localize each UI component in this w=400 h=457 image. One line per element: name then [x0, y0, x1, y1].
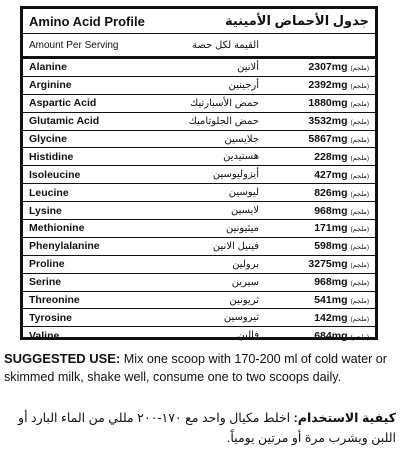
amino-acid-name-arabic: هستيدين	[223, 151, 259, 163]
amino-acid-name-arabic: سيرين	[231, 276, 259, 288]
amino-acid-name-arabic: ثريونين	[229, 294, 259, 306]
table-row	[23, 148, 375, 166]
amount-value: 684mg	[314, 329, 348, 342]
amount-unit-arabic: (ملجم)	[350, 172, 369, 180]
suggested-use-text-arabic: اخلط مكيال واحد مع ١٧٠-٢٠٠ مللي من الماء البارد أو اللبن ويشرب مرة أو مرتين يومياً.	[18, 411, 396, 445]
table-title-english: Amino Acid Profile	[29, 13, 145, 29]
amino-acid-name: Alanine	[29, 61, 67, 74]
amino-acid-name: Histidine	[29, 150, 74, 163]
table-row	[23, 95, 375, 113]
amino-acid-name: Glycine	[29, 133, 67, 145]
amount-unit-arabic: (ملجم)	[350, 333, 369, 341]
amount-value: 171mg	[314, 222, 348, 235]
amount-value: 826mg	[314, 186, 348, 199]
amount-value: 541mg	[314, 294, 348, 307]
amino-acid-amount	[259, 330, 369, 342]
suggested-use-arabic	[4, 408, 396, 448]
amino-acid-profile-table	[20, 6, 378, 340]
amino-acid-amount	[259, 151, 369, 163]
amino-acid-name: Leucine	[29, 186, 69, 199]
amino-acid-amount	[259, 133, 369, 145]
table-row	[23, 113, 375, 131]
amino-acid-name-arabic: أرجينين	[228, 79, 259, 91]
amount-unit-arabic: (ملجم)	[350, 119, 369, 127]
amount-unit-arabic: (ملجم)	[350, 101, 369, 109]
amino-acid-name-arabic: تيروسين	[223, 312, 259, 324]
table-row	[23, 238, 375, 256]
table-row	[23, 309, 375, 327]
table-row	[23, 59, 375, 77]
amino-acid-name-arabic: لايسين	[230, 205, 259, 217]
amino-acid-name: Lysine	[29, 204, 62, 217]
suggested-use-label-arabic: كيفية الاستخدام:	[293, 411, 396, 425]
amino-acid-name: Phenylalanine	[29, 240, 100, 253]
amount-unit-arabic: (ملجم)	[350, 154, 369, 162]
amount-value: 142mg	[314, 311, 348, 324]
amino-acid-name: Methionine	[29, 222, 85, 235]
amino-acid-amount	[259, 222, 369, 234]
amount-value: 3275mg	[308, 258, 348, 271]
amount-value: 228mg	[314, 150, 348, 163]
amino-acid-name-arabic: ألانين	[237, 61, 259, 73]
amino-acid-name: Tyrosine	[29, 311, 72, 324]
amount-value: 968mg	[314, 276, 348, 289]
amount-unit-arabic: (ملجم)	[350, 280, 369, 288]
amount-value: 5867mg	[308, 133, 348, 145]
amino-acid-name: Aspartic Acid	[29, 97, 97, 110]
amount-value: 427mg	[314, 168, 348, 181]
amino-acid-amount	[259, 169, 369, 181]
amino-acid-amount	[259, 79, 369, 91]
amino-acid-amount	[259, 276, 369, 288]
amino-acid-rows	[23, 59, 375, 344]
amino-acid-name-arabic: ليوسين	[228, 187, 259, 199]
amino-acid-amount	[259, 240, 369, 252]
table-row	[23, 274, 375, 292]
amount-value: 968mg	[314, 204, 348, 217]
amount-unit-arabic: (ملجم)	[350, 262, 369, 270]
amount-value: 2392mg	[308, 79, 348, 92]
amino-acid-name-arabic: برولين	[232, 258, 259, 270]
table-row	[23, 220, 375, 238]
amino-acid-amount	[259, 258, 369, 270]
amino-acid-name: Arginine	[29, 79, 72, 92]
header-amount-per-serving-arabic: القيمة لكل حصة	[192, 39, 259, 51]
table-row	[23, 202, 375, 220]
amount-unit-arabic: (ملجم)	[350, 137, 369, 144]
amino-acid-amount	[259, 312, 369, 324]
table-row	[23, 184, 375, 202]
amino-acid-name-arabic: فالين	[237, 330, 259, 342]
amount-value: 3532mg	[308, 115, 348, 128]
amount-value: 2307mg	[308, 61, 348, 74]
amino-acid-amount	[259, 61, 369, 73]
table-row	[23, 292, 375, 310]
amino-acid-name: Glutamic Acid	[29, 115, 100, 128]
amount-unit-arabic: (ملجم)	[350, 244, 369, 252]
amino-acid-name-arabic: حمض الأسبارتيك	[190, 97, 259, 109]
table-row	[23, 256, 375, 274]
amount-unit-arabic: (ملجم)	[350, 65, 369, 73]
amino-acid-name: Isoleucine	[29, 168, 81, 181]
table-title-row	[23, 9, 375, 34]
amino-acid-name: Proline	[29, 258, 65, 271]
suggested-use-english	[4, 350, 396, 386]
amount-unit-arabic: (ملجم)	[350, 208, 369, 216]
header-amount-per-serving: Amount Per Serving	[29, 39, 119, 51]
amino-acid-name: Valine	[29, 329, 60, 342]
amount-value: 1880mg	[308, 97, 348, 110]
table-header-row	[23, 34, 375, 59]
amino-acid-amount	[259, 294, 369, 306]
amount-value: 598mg	[314, 240, 348, 253]
table-row	[23, 327, 375, 344]
table-title-arabic: جدول الأحماض الأمينية	[224, 13, 369, 28]
suggested-use-text: Mix one scoop with 170-200 ml of cold water or skimmed milk, shake well, consume one to two scoops daily.	[4, 352, 387, 384]
amino-acid-amount	[259, 205, 369, 217]
amino-acid-name-arabic: حمض الجلوتاميك	[188, 115, 259, 127]
amount-unit-arabic: (ملجم)	[350, 315, 369, 323]
suggested-use-label: SUGGESTED USE:	[4, 351, 121, 366]
amount-unit-arabic: (ملجم)	[350, 298, 369, 306]
amino-acid-amount	[259, 187, 369, 199]
amino-acid-name-arabic: ميثيونين	[226, 222, 259, 234]
amino-acid-name-arabic: أيزوليوسين	[212, 169, 259, 181]
amino-acid-amount	[259, 97, 369, 109]
amount-unit-arabic: (ملجم)	[350, 190, 369, 198]
amount-unit-arabic: (ملجم)	[350, 83, 369, 91]
table-row	[23, 131, 375, 149]
table-row	[23, 166, 375, 184]
amount-unit-arabic: (ملجم)	[350, 226, 369, 234]
amino-acid-name-arabic: جلايسين	[224, 133, 259, 145]
amino-acid-name-arabic: فينيل الانين	[212, 240, 259, 252]
amino-acid-name: Serine	[29, 276, 62, 289]
amino-acid-name: Threonine	[29, 294, 80, 307]
amino-acid-amount	[259, 115, 369, 127]
table-row	[23, 77, 375, 95]
